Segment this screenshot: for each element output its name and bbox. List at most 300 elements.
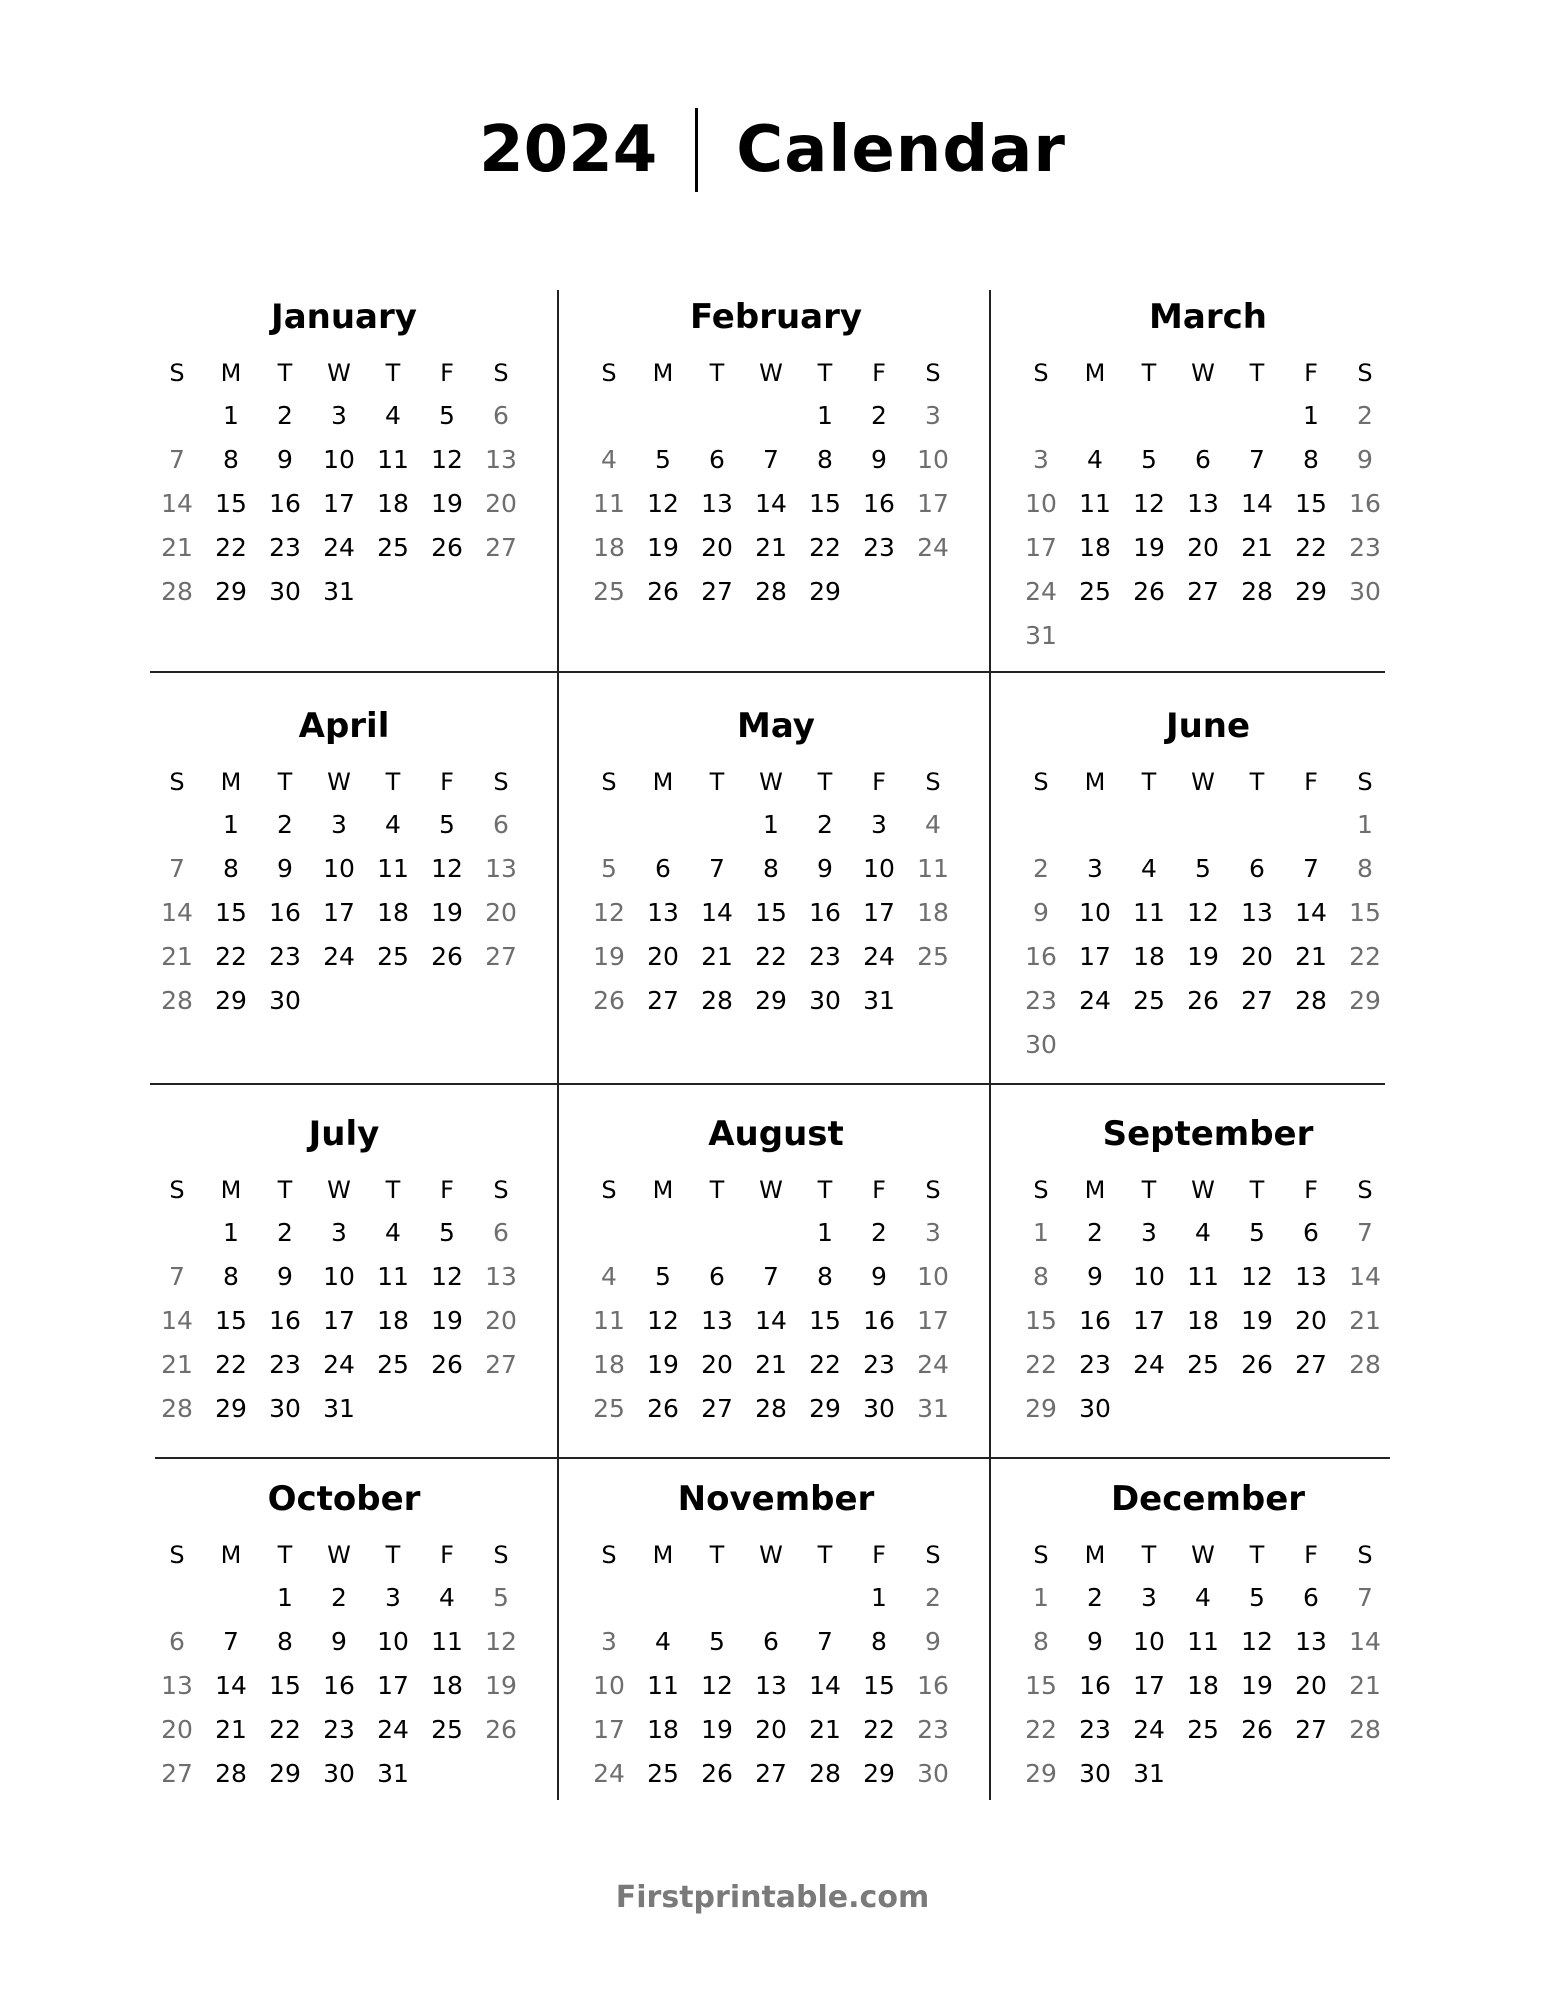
day-cell: 13 <box>701 489 733 518</box>
day-cell: 9 <box>817 854 833 883</box>
day-cell: 16 <box>1349 489 1381 518</box>
day-cell: 31 <box>1133 1759 1165 1788</box>
month-february <box>582 292 970 614</box>
day-cell: 13 <box>1295 1627 1327 1656</box>
day-cell: 7 <box>1249 445 1265 474</box>
day-cell: 20 <box>647 942 679 971</box>
day-cell: 19 <box>431 1306 463 1335</box>
day-cell: 18 <box>917 898 949 927</box>
day-cell: 16 <box>269 898 301 927</box>
weekday-label: T <box>1249 768 1265 796</box>
weekday-label: W <box>327 1541 351 1569</box>
day-cell: 22 <box>215 1350 247 1379</box>
day-cell: 27 <box>485 533 517 562</box>
day-cell: 22 <box>1025 1715 1057 1744</box>
day-cell: 8 <box>871 1627 887 1656</box>
day-cell: 8 <box>1033 1627 1049 1656</box>
day-cell: 13 <box>1241 898 1273 927</box>
day-cell: 4 <box>1087 445 1103 474</box>
weekday-label: W <box>1191 359 1215 387</box>
day-cell: 1 <box>1303 401 1319 430</box>
weekday-label: T <box>385 768 401 796</box>
day-cell: 4 <box>385 401 401 430</box>
day-cell: 18 <box>377 489 409 518</box>
day-cell: 16 <box>863 489 895 518</box>
day-cell: 4 <box>601 1262 617 1291</box>
month-grid <box>582 352 970 614</box>
day-cell: 26 <box>431 1350 463 1379</box>
day-cell: 12 <box>431 854 463 883</box>
weekday-label: F <box>1304 768 1318 796</box>
weekday-label: S <box>169 768 185 796</box>
day-cell: 25 <box>431 1715 463 1744</box>
weekday-label: S <box>493 359 509 387</box>
day-cell: 8 <box>817 1262 833 1291</box>
day-cell: 4 <box>601 445 617 474</box>
day-cell: 28 <box>755 577 787 606</box>
weekday-label: F <box>872 359 886 387</box>
day-cell: 21 <box>809 1715 841 1744</box>
day-cell: 26 <box>431 942 463 971</box>
day-cell: 11 <box>1187 1262 1219 1291</box>
month-grid <box>150 761 538 1023</box>
day-cell: 7 <box>763 445 779 474</box>
day-cell: 14 <box>1241 489 1273 518</box>
day-cell: 10 <box>323 445 355 474</box>
day-cell: 31 <box>323 1394 355 1423</box>
day-cell: 29 <box>755 986 787 1015</box>
weekday-label: M <box>1084 1541 1106 1569</box>
day-cell: 7 <box>817 1627 833 1656</box>
month-name: November <box>677 1479 875 1519</box>
weekday-label: M <box>652 1541 674 1569</box>
weekday-label: T <box>277 1541 293 1569</box>
day-cell: 1 <box>1033 1218 1049 1247</box>
day-cell: 30 <box>1349 577 1381 606</box>
weekday-label: M <box>652 1176 674 1204</box>
day-cell: 21 <box>701 942 733 971</box>
day-cell: 24 <box>593 1759 625 1788</box>
day-empty <box>150 394 204 438</box>
day-cell: 6 <box>493 1218 509 1247</box>
weekday-label: S <box>169 1176 185 1204</box>
day-cell: 4 <box>439 1583 455 1612</box>
day-cell: 30 <box>1025 1030 1057 1059</box>
day-empty <box>744 1576 798 1620</box>
day-cell: 22 <box>215 942 247 971</box>
weekday-label: T <box>1141 359 1157 387</box>
weekday-label: W <box>327 359 351 387</box>
day-cell: 16 <box>917 1671 949 1700</box>
month-grid <box>1014 1169 1402 1431</box>
day-cell: 16 <box>1025 942 1057 971</box>
day-cell: 12 <box>431 1262 463 1291</box>
day-cell: 28 <box>161 577 193 606</box>
day-cell: 11 <box>1133 898 1165 927</box>
day-cell: 11 <box>1079 489 1111 518</box>
day-cell: 10 <box>1133 1262 1165 1291</box>
day-empty <box>582 394 636 438</box>
day-cell: 6 <box>493 810 509 839</box>
day-cell: 25 <box>917 942 949 971</box>
day-cell: 6 <box>655 854 671 883</box>
day-empty <box>150 803 204 847</box>
day-cell: 22 <box>755 942 787 971</box>
day-cell: 13 <box>485 854 517 883</box>
day-cell: 22 <box>1025 1350 1057 1379</box>
day-cell: 12 <box>701 1671 733 1700</box>
day-cell: 10 <box>323 854 355 883</box>
day-cell: 10 <box>323 1262 355 1291</box>
day-cell: 4 <box>385 810 401 839</box>
day-cell: 29 <box>215 1394 247 1423</box>
day-cell: 8 <box>1357 854 1373 883</box>
weekday-label: T <box>277 768 293 796</box>
weekday-label: S <box>169 359 185 387</box>
day-cell: 14 <box>701 898 733 927</box>
weekday-label: T <box>709 1176 725 1204</box>
day-cell: 8 <box>1303 445 1319 474</box>
horizontal-divider-1 <box>150 671 1385 673</box>
day-cell: 15 <box>1025 1306 1057 1335</box>
day-cell: 23 <box>1349 533 1381 562</box>
weekday-label: T <box>1249 1541 1265 1569</box>
day-cell: 8 <box>817 445 833 474</box>
day-cell: 15 <box>215 1306 247 1335</box>
day-cell: 29 <box>269 1759 301 1788</box>
day-cell: 29 <box>1025 1759 1057 1788</box>
day-empty <box>1122 394 1176 438</box>
day-cell: 19 <box>431 898 463 927</box>
day-cell: 19 <box>485 1671 517 1700</box>
day-cell: 27 <box>485 942 517 971</box>
weekday-label: S <box>601 1176 617 1204</box>
day-cell: 15 <box>269 1671 301 1700</box>
weekday-label: S <box>1033 1541 1049 1569</box>
month-grid <box>1014 761 1402 1067</box>
weekday-label: S <box>1357 359 1373 387</box>
day-cell: 29 <box>1349 986 1381 1015</box>
day-cell: 11 <box>917 854 949 883</box>
day-empty <box>744 394 798 438</box>
day-cell: 23 <box>1079 1715 1111 1744</box>
day-cell: 18 <box>1187 1671 1219 1700</box>
weekday-label: S <box>601 359 617 387</box>
day-cell: 30 <box>1079 1759 1111 1788</box>
day-cell: 26 <box>1241 1715 1273 1744</box>
day-cell: 1 <box>763 810 779 839</box>
day-cell: 15 <box>809 1306 841 1335</box>
day-cell: 22 <box>863 1715 895 1744</box>
day-cell: 2 <box>331 1583 347 1612</box>
weekday-label: S <box>1033 768 1049 796</box>
weekday-label: F <box>872 1176 886 1204</box>
day-cell: 12 <box>1187 898 1219 927</box>
day-cell: 22 <box>1349 942 1381 971</box>
day-cell: 5 <box>601 854 617 883</box>
day-cell: 20 <box>1295 1306 1327 1335</box>
day-cell: 2 <box>277 1218 293 1247</box>
day-cell: 20 <box>1295 1671 1327 1700</box>
day-cell: 20 <box>701 1350 733 1379</box>
day-cell: 13 <box>161 1671 193 1700</box>
day-empty <box>204 1576 258 1620</box>
day-cell: 25 <box>377 1350 409 1379</box>
day-cell: 29 <box>809 1394 841 1423</box>
day-cell: 18 <box>1187 1306 1219 1335</box>
day-cell: 15 <box>1025 1671 1057 1700</box>
weekday-label: M <box>1084 1176 1106 1204</box>
day-cell: 26 <box>431 533 463 562</box>
weekday-label: T <box>1141 768 1157 796</box>
day-cell: 19 <box>593 942 625 971</box>
day-empty <box>582 803 636 847</box>
day-cell: 7 <box>1357 1218 1373 1247</box>
day-cell: 5 <box>1249 1583 1265 1612</box>
day-cell: 30 <box>863 1394 895 1423</box>
horizontal-divider-2 <box>150 1083 1385 1085</box>
day-empty <box>150 1211 204 1255</box>
day-cell: 17 <box>1133 1306 1165 1335</box>
day-cell: 25 <box>593 577 625 606</box>
weekday-label: S <box>1033 1176 1049 1204</box>
day-empty <box>1014 394 1068 438</box>
day-cell: 27 <box>755 1759 787 1788</box>
day-cell: 18 <box>377 1306 409 1335</box>
month-name: April <box>298 706 390 746</box>
day-empty <box>1176 394 1230 438</box>
day-cell: 15 <box>215 489 247 518</box>
weekday-label: S <box>1357 1541 1373 1569</box>
day-empty <box>1122 803 1176 847</box>
day-cell: 19 <box>1187 942 1219 971</box>
day-cell: 23 <box>269 533 301 562</box>
footer-site: Firstprintable.com <box>615 1880 930 1915</box>
day-cell: 6 <box>1303 1583 1319 1612</box>
day-cell: 1 <box>223 1218 239 1247</box>
day-cell: 6 <box>1249 854 1265 883</box>
weekday-label: T <box>277 1176 293 1204</box>
day-cell: 22 <box>809 1350 841 1379</box>
day-cell: 16 <box>323 1671 355 1700</box>
day-cell: 21 <box>1295 942 1327 971</box>
day-cell: 5 <box>439 810 455 839</box>
weekday-label: W <box>759 1176 783 1204</box>
day-cell: 25 <box>377 942 409 971</box>
weekday-label: T <box>709 1541 725 1569</box>
day-cell: 11 <box>647 1671 679 1700</box>
day-cell: 7 <box>763 1262 779 1291</box>
day-cell: 17 <box>1133 1671 1165 1700</box>
day-cell: 9 <box>331 1627 347 1656</box>
day-cell: 12 <box>593 898 625 927</box>
month-grid <box>150 1534 538 1796</box>
day-cell: 14 <box>1349 1262 1381 1291</box>
day-cell: 6 <box>1195 445 1211 474</box>
weekday-label: S <box>493 1541 509 1569</box>
day-cell: 19 <box>1133 533 1165 562</box>
weekday-label: T <box>709 359 725 387</box>
day-cell: 24 <box>1133 1350 1165 1379</box>
day-cell: 29 <box>809 577 841 606</box>
weekday-label: W <box>1191 768 1215 796</box>
day-cell: 5 <box>1249 1218 1265 1247</box>
weekday-label: T <box>277 359 293 387</box>
day-cell: 10 <box>593 1671 625 1700</box>
day-cell: 18 <box>593 533 625 562</box>
day-cell: 2 <box>1357 401 1373 430</box>
day-empty <box>1176 803 1230 847</box>
day-cell: 2 <box>817 810 833 839</box>
day-cell: 2 <box>871 401 887 430</box>
day-cell: 10 <box>1025 489 1057 518</box>
day-cell: 28 <box>1241 577 1273 606</box>
day-cell: 2 <box>925 1583 941 1612</box>
day-cell: 24 <box>323 942 355 971</box>
day-cell: 10 <box>1133 1627 1165 1656</box>
day-cell: 19 <box>701 1715 733 1744</box>
day-cell: 1 <box>817 401 833 430</box>
day-cell: 20 <box>701 533 733 562</box>
day-cell: 17 <box>593 1715 625 1744</box>
day-cell: 12 <box>1241 1627 1273 1656</box>
day-cell: 17 <box>917 489 949 518</box>
day-cell: 26 <box>593 986 625 1015</box>
day-cell: 5 <box>439 1218 455 1247</box>
weekday-label: T <box>817 768 833 796</box>
day-empty <box>636 803 690 847</box>
day-cell: 22 <box>269 1715 301 1744</box>
day-cell: 1 <box>223 810 239 839</box>
month-may <box>582 701 970 1023</box>
day-cell: 18 <box>593 1350 625 1379</box>
day-cell: 30 <box>809 986 841 1015</box>
day-cell: 25 <box>1079 577 1111 606</box>
vertical-divider-right <box>989 290 991 1800</box>
day-cell: 10 <box>1079 898 1111 927</box>
month-name: July <box>308 1114 380 1154</box>
day-cell: 28 <box>215 1759 247 1788</box>
day-cell: 31 <box>377 1759 409 1788</box>
day-cell: 9 <box>277 854 293 883</box>
weekday-label: F <box>872 1541 886 1569</box>
day-cell: 23 <box>269 942 301 971</box>
day-cell: 25 <box>1187 1350 1219 1379</box>
day-cell: 13 <box>647 898 679 927</box>
day-cell: 2 <box>277 401 293 430</box>
day-cell: 5 <box>655 445 671 474</box>
day-cell: 30 <box>269 1394 301 1423</box>
day-cell: 3 <box>871 810 887 839</box>
day-cell: 18 <box>431 1671 463 1700</box>
day-empty <box>1230 394 1284 438</box>
day-cell: 2 <box>1033 854 1049 883</box>
day-empty <box>690 394 744 438</box>
month-november <box>582 1474 970 1796</box>
day-cell: 21 <box>161 1350 193 1379</box>
calendar-title <box>0 108 1545 192</box>
day-cell: 21 <box>755 1350 787 1379</box>
month-june <box>1014 701 1402 1067</box>
day-cell: 16 <box>863 1306 895 1335</box>
weekday-label: T <box>385 359 401 387</box>
day-cell: 21 <box>215 1715 247 1744</box>
day-cell: 15 <box>1349 898 1381 927</box>
day-cell: 7 <box>709 854 725 883</box>
day-cell: 30 <box>269 986 301 1015</box>
weekday-label: T <box>385 1176 401 1204</box>
day-cell: 9 <box>871 1262 887 1291</box>
day-cell: 12 <box>431 445 463 474</box>
weekday-label: T <box>817 1541 833 1569</box>
day-cell: 28 <box>161 986 193 1015</box>
day-cell: 26 <box>647 577 679 606</box>
day-cell: 12 <box>485 1627 517 1656</box>
day-cell: 5 <box>1141 445 1157 474</box>
weekday-label: F <box>1304 359 1318 387</box>
day-cell: 3 <box>1087 854 1103 883</box>
month-name: March <box>1149 297 1267 337</box>
day-cell: 7 <box>169 854 185 883</box>
day-cell: 13 <box>485 445 517 474</box>
day-cell: 31 <box>323 577 355 606</box>
day-cell: 9 <box>925 1627 941 1656</box>
day-empty <box>582 1576 636 1620</box>
day-cell: 24 <box>917 533 949 562</box>
day-cell: 24 <box>1079 986 1111 1015</box>
day-cell: 30 <box>1079 1394 1111 1423</box>
day-cell: 9 <box>277 445 293 474</box>
day-cell: 3 <box>331 810 347 839</box>
day-cell: 10 <box>917 1262 949 1291</box>
month-grid <box>1014 352 1402 658</box>
title-year: 2024 <box>479 113 658 187</box>
day-cell: 15 <box>755 898 787 927</box>
day-cell: 31 <box>1025 621 1057 650</box>
day-cell: 16 <box>269 1306 301 1335</box>
day-cell: 21 <box>161 533 193 562</box>
weekday-label: S <box>493 768 509 796</box>
month-january <box>150 292 538 614</box>
weekday-label: M <box>1084 768 1106 796</box>
weekday-label: T <box>1249 359 1265 387</box>
day-cell: 23 <box>323 1715 355 1744</box>
weekday-label: T <box>709 768 725 796</box>
day-cell: 4 <box>1141 854 1157 883</box>
day-empty <box>1068 394 1122 438</box>
weekday-label: W <box>759 1541 783 1569</box>
day-cell: 9 <box>1357 445 1373 474</box>
day-cell: 12 <box>647 1306 679 1335</box>
day-cell: 7 <box>169 1262 185 1291</box>
day-cell: 19 <box>647 1350 679 1379</box>
weekday-label: M <box>220 768 242 796</box>
day-cell: 14 <box>161 898 193 927</box>
day-cell: 12 <box>1241 1262 1273 1291</box>
weekday-label: W <box>327 1176 351 1204</box>
day-cell: 25 <box>1187 1715 1219 1744</box>
day-cell: 17 <box>1025 533 1057 562</box>
day-cell: 19 <box>647 533 679 562</box>
day-cell: 27 <box>647 986 679 1015</box>
day-cell: 28 <box>701 986 733 1015</box>
weekday-label: S <box>1357 768 1373 796</box>
day-cell: 8 <box>223 445 239 474</box>
day-cell: 1 <box>1033 1583 1049 1612</box>
month-name: May <box>737 706 815 746</box>
weekday-label: S <box>601 1541 617 1569</box>
weekday-label: T <box>817 1176 833 1204</box>
